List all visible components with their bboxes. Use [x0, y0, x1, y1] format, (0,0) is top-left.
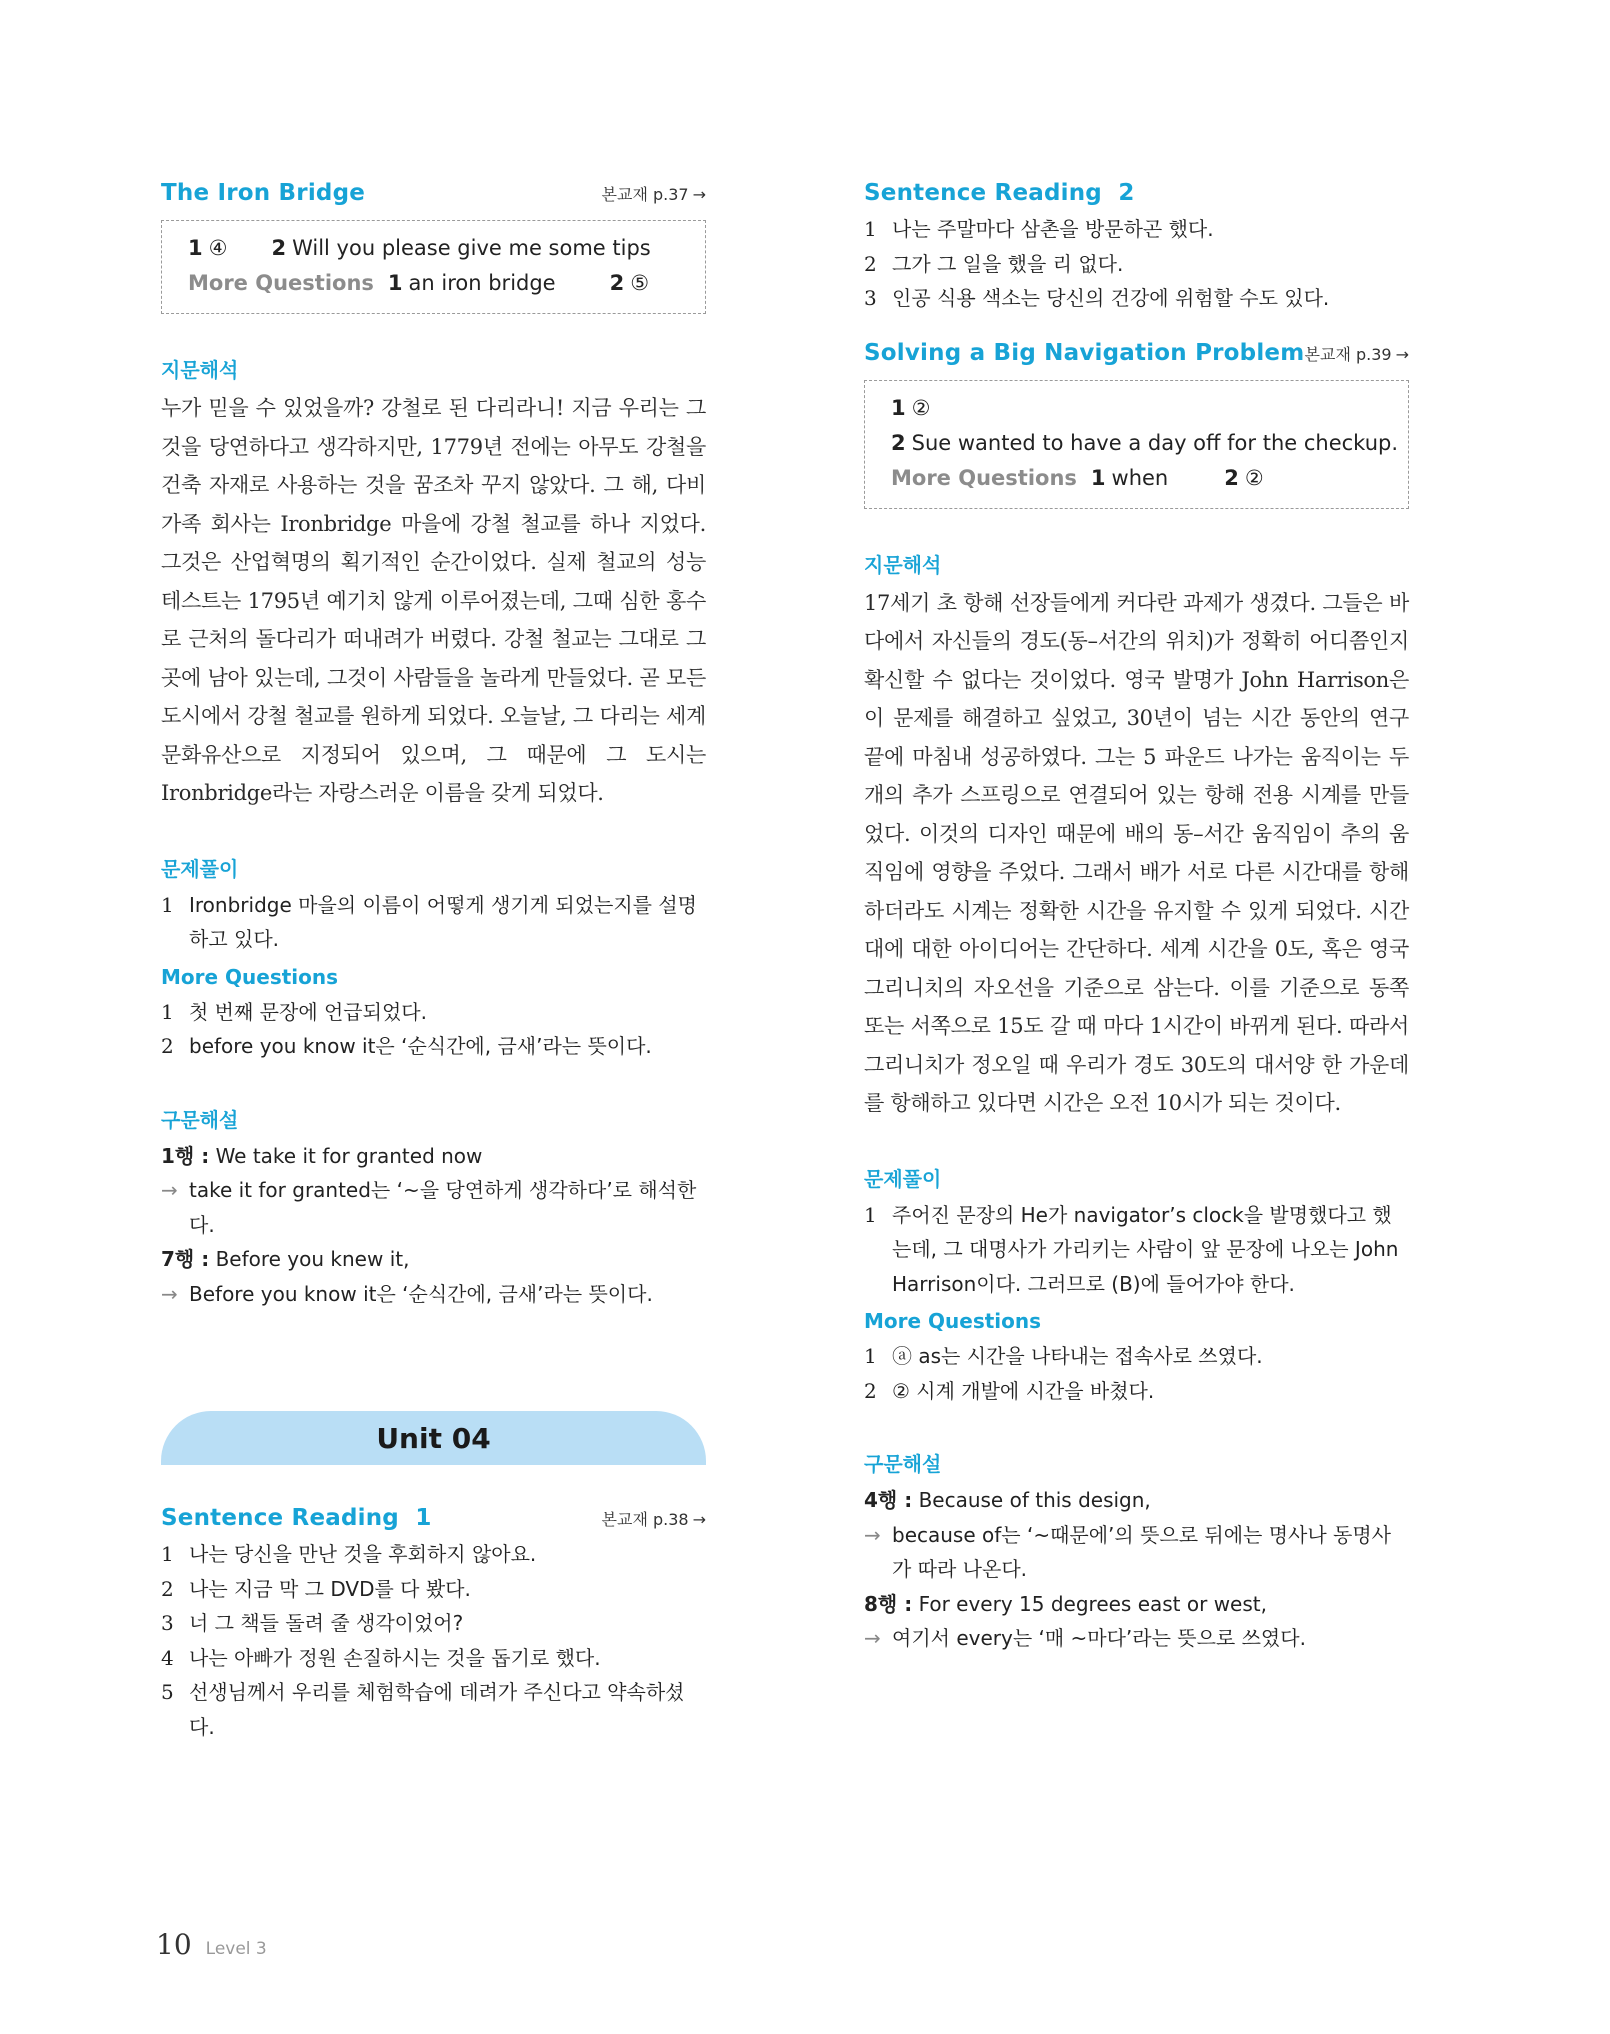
sentence-reading-1-header	[161, 1505, 706, 1531]
grammar-explanation: 여기서 every는 ‘매 ~마다’라는 뜻으로 쓰였다.	[892, 1626, 1306, 1650]
item-number: 2	[864, 1378, 877, 1403]
answer-number: 2	[609, 271, 625, 295]
more-questions-list	[161, 995, 706, 1064]
item-text: Ironbridge 마을의 이름이 어떻게 생기게 되었는지를 설명하고 있다.	[189, 892, 697, 951]
right-column	[864, 180, 1409, 1656]
item-text: ② 시계 개발에 시간을 바쳤다.	[892, 1378, 1155, 1403]
solution-list	[161, 888, 706, 957]
answer-number: 1	[1090, 465, 1106, 490]
item-number: 1	[161, 1542, 174, 1566]
answer-number: 2	[891, 430, 906, 455]
grammar-explanation: take it for granted는 ‘~을 당연하게 생각하다’로 해석한다.	[189, 1178, 697, 1237]
solution-heading: 문제풀이	[161, 856, 239, 881]
list-item	[864, 247, 1409, 282]
grammar-note	[161, 1173, 706, 1242]
list-item	[161, 888, 706, 957]
sentence-list	[161, 1537, 706, 1744]
grammar-sentence: We take it for granted now	[215, 1143, 483, 1168]
grammar-note	[161, 1277, 706, 1312]
grammar-line	[161, 1242, 706, 1277]
page-reference	[602, 1507, 706, 1530]
item-number: 1	[161, 999, 174, 1024]
answer-value: Will you please give me some tips	[292, 236, 651, 260]
item-number: 4	[161, 1645, 174, 1670]
arrow-right-icon: →	[864, 1522, 881, 1547]
item-number: 1	[864, 1344, 877, 1368]
item-number: 1	[864, 217, 877, 241]
arrow-right-icon: →	[161, 1281, 178, 1306]
item-text: 나는 아빠가 정원 손질하시는 것을 돕기로 했다.	[189, 1645, 601, 1670]
item-text: 첫 번째 문장에 언급되었다.	[189, 999, 427, 1024]
item-number: 1	[864, 1202, 877, 1227]
grammar-notes	[161, 1139, 706, 1312]
more-questions-answer-row	[891, 461, 1382, 496]
page-reference	[602, 182, 706, 205]
page-number: 10	[156, 1928, 192, 1961]
answer-value: ②	[911, 395, 931, 420]
grammar-sentence: Because of this design,	[918, 1488, 1151, 1512]
item-text: 그가 그 일을 했을 리 없다.	[892, 251, 1124, 276]
solution-heading: 문제풀이	[864, 1166, 942, 1191]
translation-paragraph: 17세기 초 항해 선장들에게 커다란 과제가 생겼다. 그들은 바다에서 자신들의 경도(동–서간의 위치)가 정확히 어디쯤인지 확신할 수 없다는 것이었다. 영국 발명가 John Harrison은 이 문제를 해결하고 싶었고, 30년이 넘는 시간 동안의 연구 끝에 마침내 성공하였다. 그는 5 파운드 나가는 움직이는 두 개의 추가 스프링으로 연결되어 있는 항해 전용 시계를 만들었다. 이것의 디자인 때문에 배의 동–서간 움직임이 추의 움직임에 영향을 주었다. 그래서 배가 서로 다른 시간대를 항해하더라도 시계는 정확한 시간을 유지할 수 있게 되었다. 시간대에 대한 아이디어는 간단하다. 세계 시간을 0도, 혹은 영국 그리니치의 자오선을 기준으로 삼는다. 이를 기준으로 동쪽 또는 서쪽으로 15도 갈 때 마다 1시간이 바뀌게 된다. 따라서 그리니치가 정오일 때 우리가 경도 30도의 대서양 한 가운데를 항해하고 있다면 시간은 오전 10시가 되는 것이다.	[864, 590, 1409, 1115]
answer-value: ②	[1244, 465, 1264, 490]
list-item	[864, 1198, 1409, 1302]
item-number: 5	[161, 1680, 174, 1704]
sentence-list	[864, 212, 1409, 316]
grammar-notes	[864, 1483, 1409, 1656]
answer-value: ④	[208, 236, 228, 260]
unit-banner	[161, 1411, 706, 1465]
answer-box	[161, 220, 706, 314]
grammar-sentence: Before you knew it,	[215, 1247, 410, 1271]
answer-number: 1	[387, 271, 403, 295]
reference-label: 본교재 p.37	[601, 185, 689, 204]
solution-list	[864, 1198, 1409, 1302]
item-text: 나는 당신을 만난 것을 후회하지 않아요.	[189, 1542, 537, 1566]
item-number: 1	[161, 892, 174, 917]
item-number: 2	[161, 1034, 174, 1058]
section-title: Sentence Reading 2	[864, 180, 1135, 206]
grammar-heading: 구문해설	[864, 1452, 942, 1476]
grammar-line	[864, 1587, 1409, 1622]
item-text: before you know it은 ‘순식간에, 금새’라는 뜻이다.	[189, 1034, 652, 1058]
arrow-right-icon: →	[692, 1510, 706, 1529]
sentence-reading-1-section	[161, 1505, 706, 1744]
left-column	[161, 180, 706, 1311]
more-questions-label: More Questions	[188, 271, 374, 295]
item-text: 너 그 책들 돌려 줄 생각이었어?	[189, 1611, 464, 1635]
grammar-sentence: For every 15 degrees east or west,	[918, 1591, 1267, 1616]
item-number: 2	[161, 1576, 174, 1601]
unit-title: Unit 04	[376, 1421, 491, 1455]
answer-value: ⑤	[630, 271, 650, 295]
answer-number: 2	[1224, 465, 1239, 490]
item-number: 3	[864, 286, 877, 310]
arrow-right-icon: →	[864, 1626, 881, 1650]
answer-row	[188, 231, 679, 266]
list-item	[161, 1675, 706, 1744]
more-questions-label: More Questions	[891, 465, 1077, 490]
navigation-header	[864, 340, 1409, 366]
answer-number: 1	[891, 395, 906, 420]
translation-paragraph: 누가 믿을 수 있었을까? 강철로 된 다리라니! 지금 우리는 그것을 당연하다고 생각하지만, 1779년 전에는 아무도 강철을 건축 자재로 사용하는 것을 꿈조차 꾸지 않았다. 그 해, 다비 가족 회사는 Ironbridge 마을에 강철 철교를 하나 지었다. 그것은 산업혁명의 획기적인 순간이었다. 실제 철교의 성능 테스트는 1795년 예기치 않게 이루어졌는데, 그때 심한 홍수로 근처의 돌다리가 떠내려가 버렸다. 강철 철교는 그대로 그곳에 남아 있는데, 그것이 사람들을 놀라게 만들었다. 곧 모든 도시에서 강철 철교를 원하게 되었다. 오늘날, 그 다리는 세계 문화유산으로 지정되어 있으며, 그 때문에 그 도시는 Ironbridge라는 자랑스러운 이름을 갖게 되었다.	[161, 396, 706, 805]
answer-number: 2	[271, 236, 287, 260]
answer-value: an iron bridge	[408, 271, 556, 295]
section-title: The Iron Bridge	[161, 180, 366, 206]
arrow-right-icon: →	[161, 1178, 178, 1202]
list-item	[864, 1339, 1409, 1374]
more-questions-list	[864, 1339, 1409, 1408]
list-item	[161, 1537, 706, 1572]
grammar-line	[161, 1139, 706, 1174]
page-reference	[1305, 342, 1409, 365]
more-questions-heading: More Questions	[864, 1309, 1042, 1333]
item-text: 선생님께서 우리를 체험학습에 데려가 주신다고 약속하셨다.	[189, 1680, 685, 1739]
list-item	[864, 212, 1409, 247]
list-item	[161, 1606, 706, 1641]
translation-heading: 지문해석	[161, 358, 239, 382]
more-questions-answer-row	[188, 266, 679, 301]
item-text: 인공 식용 색소는 당신의 건강에 위험할 수도 있다.	[892, 286, 1330, 310]
answer-value: Sue wanted to have a day off for the checkup.	[911, 430, 1399, 455]
grammar-explanation: because of는 ‘~때문에’의 뜻으로 뒤에는 명사나 동명사가 따라 나온다.	[892, 1522, 1391, 1581]
more-questions-heading: More Questions	[161, 964, 339, 989]
line-label: 7행 :	[161, 1247, 210, 1271]
sentence-reading-2-header	[864, 180, 1409, 206]
answer-row	[891, 426, 1399, 461]
arrow-right-icon: →	[1395, 344, 1409, 364]
line-label: 8행 :	[864, 1591, 913, 1616]
reference-label: 본교재 p.39	[1304, 344, 1392, 364]
item-text: ⓐ as는 시간을 나타내는 접속사로 쓰였다.	[892, 1344, 1263, 1368]
iron-bridge-header	[161, 180, 706, 206]
grammar-heading: 구문해설	[161, 1107, 239, 1132]
item-text: 나는 지금 막 그 DVD를 다 봤다.	[189, 1576, 471, 1601]
arrow-right-icon: →	[692, 185, 706, 204]
answer-number: 1	[188, 236, 203, 260]
section-title: Solving a Big Navigation Problem	[864, 339, 1305, 366]
list-item	[161, 995, 706, 1030]
item-number: 3	[161, 1611, 174, 1635]
line-label: 4행 :	[864, 1488, 913, 1512]
answer-row	[891, 391, 1382, 426]
list-item	[864, 281, 1409, 316]
item-number: 2	[864, 251, 877, 276]
answer-box	[864, 380, 1409, 509]
list-item	[161, 1641, 706, 1676]
grammar-note	[864, 1518, 1409, 1587]
answer-value: when	[1111, 465, 1169, 490]
reference-label: 본교재 p.38	[601, 1510, 689, 1529]
translation-heading: 지문해석	[864, 552, 942, 577]
item-text: 주어진 문장의 He가 navigator’s clock을 발명했다고 했는데, 그 대명사가 가리키는 사람이 앞 문장에 나오는 John Harrison이다. 그러므로 (B)에 들어가야 한다.	[892, 1202, 1399, 1296]
section-title: Sentence Reading 1	[161, 1505, 432, 1531]
list-item	[161, 1029, 706, 1064]
line-label: 1행 :	[161, 1143, 210, 1168]
grammar-explanation: Before you know it은 ‘순식간에, 금새’라는 뜻이다.	[189, 1281, 653, 1306]
page-footer	[156, 1928, 267, 1961]
list-item	[161, 1572, 706, 1607]
grammar-note	[864, 1621, 1409, 1656]
grammar-line	[864, 1483, 1409, 1518]
list-item	[864, 1374, 1409, 1409]
level-label: Level 3	[205, 1939, 267, 1959]
item-text: 나는 주말마다 삼촌을 방문하곤 했다.	[892, 217, 1214, 241]
